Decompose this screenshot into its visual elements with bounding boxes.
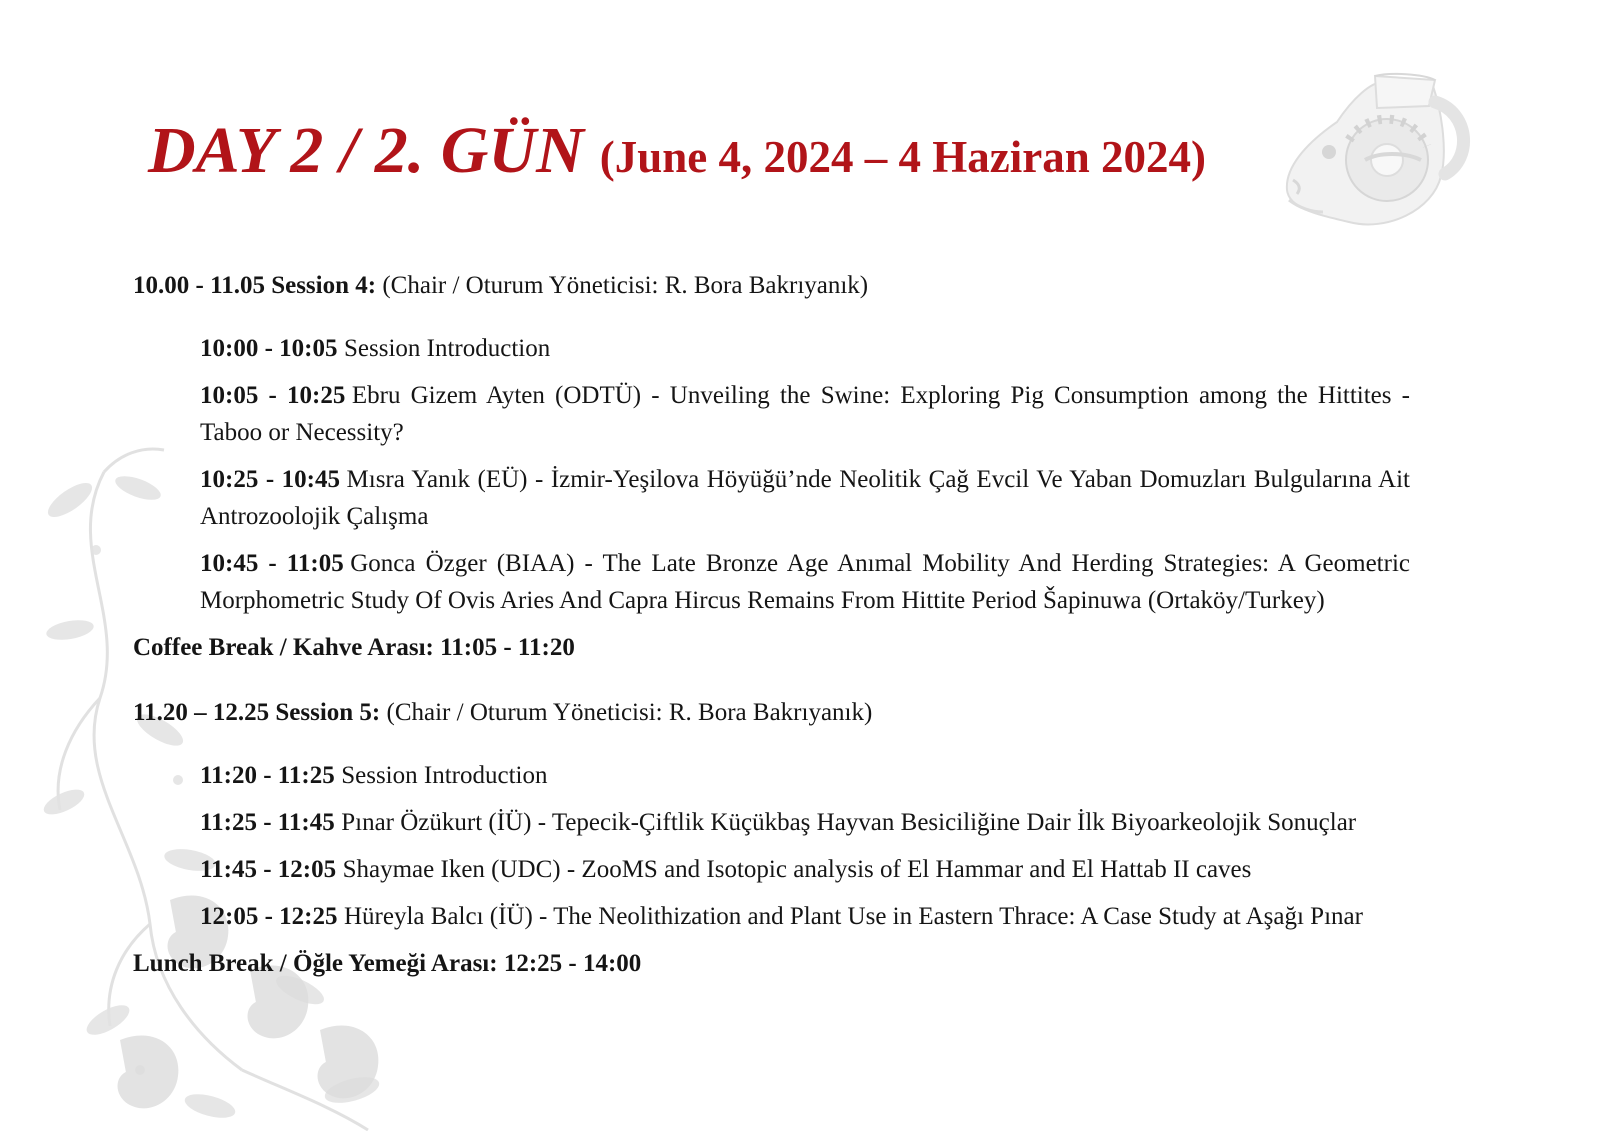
item-time: 11:20 - 11:25: [200, 761, 335, 789]
item-description: Pınar Özükurt (İÜ) - Tepecik-Çiftlik Küçükbaş Hayvan Besiciliğine Dair İlk Biyoarkeolojik Sonuçlar: [341, 808, 1357, 836]
item-time: 12:05 - 12:25: [200, 902, 338, 930]
item-time: 10:25 - 10:45: [200, 465, 341, 493]
item-description: Shaymae Iken (UDC) - ZooMS and Isotopic analysis of El Hammar and El Hattab II caves: [342, 855, 1252, 883]
schedule-item-s4-4: [200, 545, 1410, 619]
schedule-item-s5-3: [200, 851, 1410, 888]
item-description: Hüreyla Balcı (İÜ) - The Neolithization and Plant Use in Eastern Thrace: A Case Study at Aşağı Pınar: [343, 902, 1363, 930]
coffee-break-label: Coffee Break / Kahve Arası: 11:05 - 11:20: [133, 633, 575, 661]
session-5-header: [133, 694, 1410, 731]
item-description: Gonca Özger (BIAA) - The Late Bronze Age Anımal Mobility And Herding Strategies: A Geometric Morphometric Study Of Ovis Aries And Capra Hircus Remains From Hittite Period Šapinuwa (Ortaköy/Turkey): [200, 549, 1410, 614]
schedule-item-s4-3: [200, 461, 1410, 535]
lunch-break-label: Lunch Break / Öğle Yemeği Arası: 12:25 - 14:00: [133, 949, 642, 977]
session-5-chair: (Chair / Oturum Yöneticisi: R. Bora Bakrıyanık): [386, 698, 873, 726]
schedule-item-s4-1: [200, 330, 1410, 367]
item-time: 10:05 - 10:25: [200, 381, 346, 409]
schedule-item-s5-4: [200, 898, 1410, 935]
schedule-item-s5-1: [200, 757, 1410, 794]
item-description: Mısra Yanık (EÜ) - İzmir-Yeşilova Höyüğü’nde Neolitik Çağ Evcil Ve Yaban Domuzları Bulgularına Ait Antrozoolojik Çalışma: [200, 465, 1410, 530]
page-title-date: (June 4, 2024 – 4 Haziran 2024): [599, 132, 1206, 182]
item-time: 10:00 - 10:05: [200, 334, 338, 362]
page-title: [148, 112, 1410, 190]
item-description: Ebru Gizem Ayten (ODTÜ) - Unveiling the Swine: Exploring Pig Consumption among the Hittites - Taboo or Necessity?: [200, 381, 1410, 446]
page-title-day: DAY 2 / 2. GÜN: [148, 114, 584, 187]
item-description: Session Introduction: [341, 761, 548, 789]
item-time: 11:25 - 11:45: [200, 808, 335, 836]
item-time: 10:45 - 11:05: [200, 549, 344, 577]
item-time: 11:45 - 12:05: [200, 855, 337, 883]
session-4-header: [133, 267, 1410, 304]
schedule-item-s5-2: [200, 804, 1410, 841]
session-4-time-range: 10.00 - 11.05 Session 4:: [133, 271, 377, 299]
session-4-chair: (Chair / Oturum Yöneticisi: R. Bora Bakrıyanık): [382, 271, 869, 299]
item-description: Session Introduction: [343, 334, 551, 362]
schedule-item-s4-2: [200, 377, 1410, 451]
session-5-time-range: 11.20 – 12.25 Session 5:: [133, 698, 381, 726]
